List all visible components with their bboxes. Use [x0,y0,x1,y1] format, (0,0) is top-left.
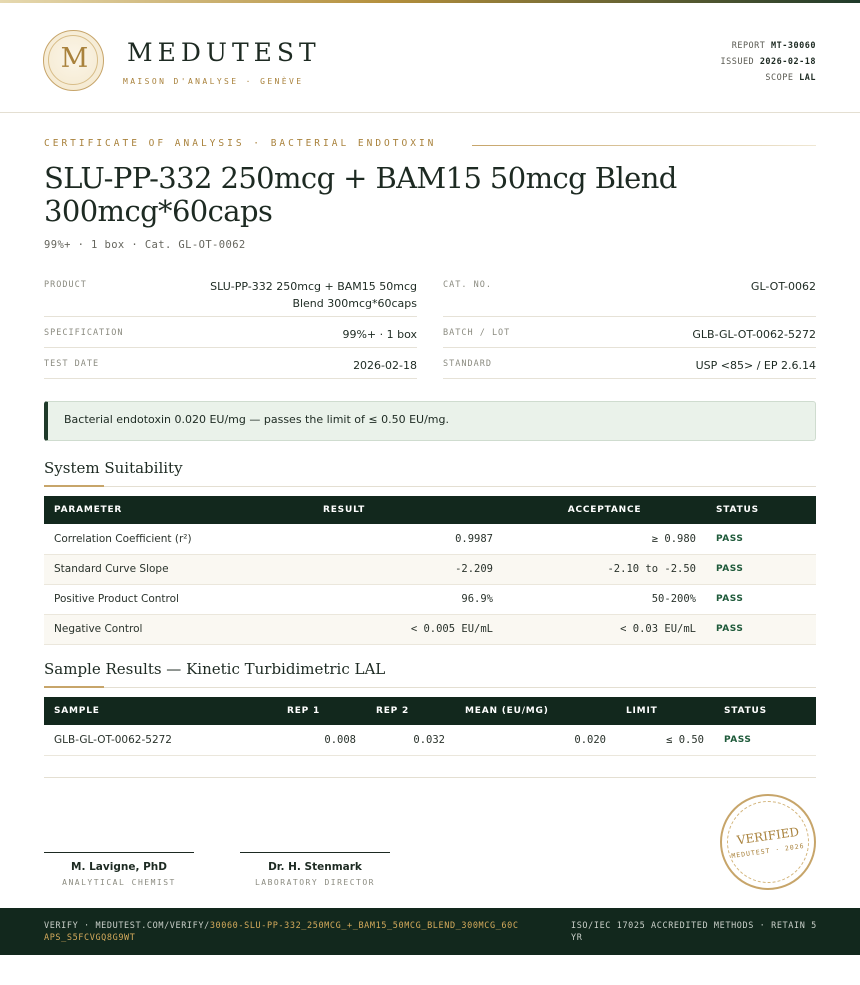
report-number: MT-30060 [771,41,816,51]
samples-title: Sample Results — Kinetic Turbidimetric LAL [44,660,386,678]
info-product: PRODUCT SLU-PP-332 250mcg + BAM15 50mcg Blend 300mcg*60caps [44,278,417,317]
col-acceptance: ACCEPTANCE [503,496,706,524]
specification-value: 99%+ · 1 box [342,328,417,341]
table-row: GLB-GL-OT-0062-5272 0.008 0.032 0.020 ≤ 0.50 PASS [44,725,816,755]
col-sample: SAMPLE [44,697,277,725]
info-batch: BATCH / LOT GLB-GL-OT-0062-5272 [443,326,816,348]
certificate-title: SLU-PP-332 250mcg + BAM15 50mcg Blend 300mcg*60caps [44,161,677,228]
col-limit: LIMIT [616,697,714,725]
signature-role: LABORATORY DIRECTOR [254,878,375,887]
info-test-date: TEST DATE 2026-02-18 [44,357,417,379]
footer-accreditation: ISO/IEC 17025 ACCREDITED METHODS · RETAIN 5 YR [571,921,817,943]
issued-line: ISSUED 2026-02-18 [720,57,816,67]
stamp-sub-text: MEDUTEST · 2026 [730,841,806,861]
brand-name: MEDUTEST [127,38,321,67]
suitability-rule [44,486,816,487]
status-badge: PASS [706,614,816,644]
table-row: Correlation Coefficient (r²) 0.9987 ≥ 0.980 PASS [44,524,816,554]
table-row: Negative Control < 0.005 EU/mL < 0.03 EU/mL PASS [44,614,816,644]
col-rep1: REP 1 [277,697,366,725]
report-header [0,3,860,113]
logo-seal [43,30,104,91]
col-parameter: PARAMETER [44,496,313,524]
signature-name: M. Lavigne, PhD [71,861,167,873]
report-footer [0,908,860,955]
standard-value: USP <85> / EP 2.6.14 [695,359,816,372]
verified-stamp [720,794,816,890]
suitability-table [44,496,816,645]
batch-value: GLB-GL-OT-0062-5272 [692,328,816,341]
table-row: Standard Curve Slope -2.209 -2.10 to -2.50 PASS [44,554,816,584]
info-standard: STANDARD USP <85> / EP 2.6.14 [443,357,816,379]
samples-table [44,697,816,756]
table-row: Positive Product Control 96.9% 50-200% PASS [44,584,816,614]
status-badge: PASS [706,524,816,554]
col-rep2: REP 2 [366,697,455,725]
kicker-divider [472,145,816,146]
stamp-main-text: VERIFIED [736,824,800,848]
col-mean: MEAN (EU/MG) [455,697,616,725]
logo-letter: M [60,43,89,74]
scope-line: SCOPE LAL [765,73,816,83]
status-badge: PASS [706,554,816,584]
suitability-rule-accent [44,485,104,487]
signature-divider [44,777,816,778]
info-catno: CAT. NO. GL-OT-0062 [443,278,816,317]
signature-analyst [44,852,194,887]
suitability-title: System Suitability [44,459,183,477]
product-value: SLU-PP-332 250mcg + BAM15 50mcg Blend 300mcg*60caps [210,280,417,310]
table-header-row [44,496,816,524]
samples-rule-accent [44,686,104,688]
catno-value: GL-OT-0062 [750,280,816,293]
test-date-value: 2026-02-18 [353,359,417,372]
status-badge: PASS [706,584,816,614]
issued-date: 2026-02-18 [759,57,816,67]
status-badge: PASS [714,725,816,755]
brand-subtitle: MAISON D'ANALYSE · GENÈVE [123,77,304,86]
certificate-kicker: CERTIFICATE OF ANALYSIS · BACTERIAL ENDOTOXIN [44,138,437,149]
certificate-subtitle: 99%+ · 1 box · Cat. GL-OT-0062 [44,239,246,251]
col-result: RESULT [313,496,503,524]
verify-link[interactable]: VERIFY · MEDUTEST.COM/VERIFY/30060-SLU-PP-332_250MCG_+_BAM15_50MCG_BLEND_300MCG_60CAPS_S5FCVGQ8G9WT [44,921,519,943]
scope-value: LAL [799,73,816,83]
verify-code: 30060-SLU-PP-332_250MCG_+_BAM15_50MCG_BLEND_300MCG_60CAPS_S5FCVGQ8G9WT [44,921,519,943]
col-status: STATUS [706,496,816,524]
signature-director [240,852,390,887]
samples-rule [44,687,816,688]
signature-role: ANALYTICAL CHEMIST [62,878,176,887]
report-number-line: REPORT MT-30060 [731,41,816,51]
info-specification: SPECIFICATION 99%+ · 1 box [44,326,417,348]
table-header-row [44,697,816,725]
signature-name: Dr. H. Stenmark [268,861,362,873]
result-banner: Bacterial endotoxin 0.020 EU/mg — passes the limit of ≤ 0.50 EU/mg. [44,401,816,441]
report-meta [720,38,816,86]
col-status: STATUS [714,697,816,725]
